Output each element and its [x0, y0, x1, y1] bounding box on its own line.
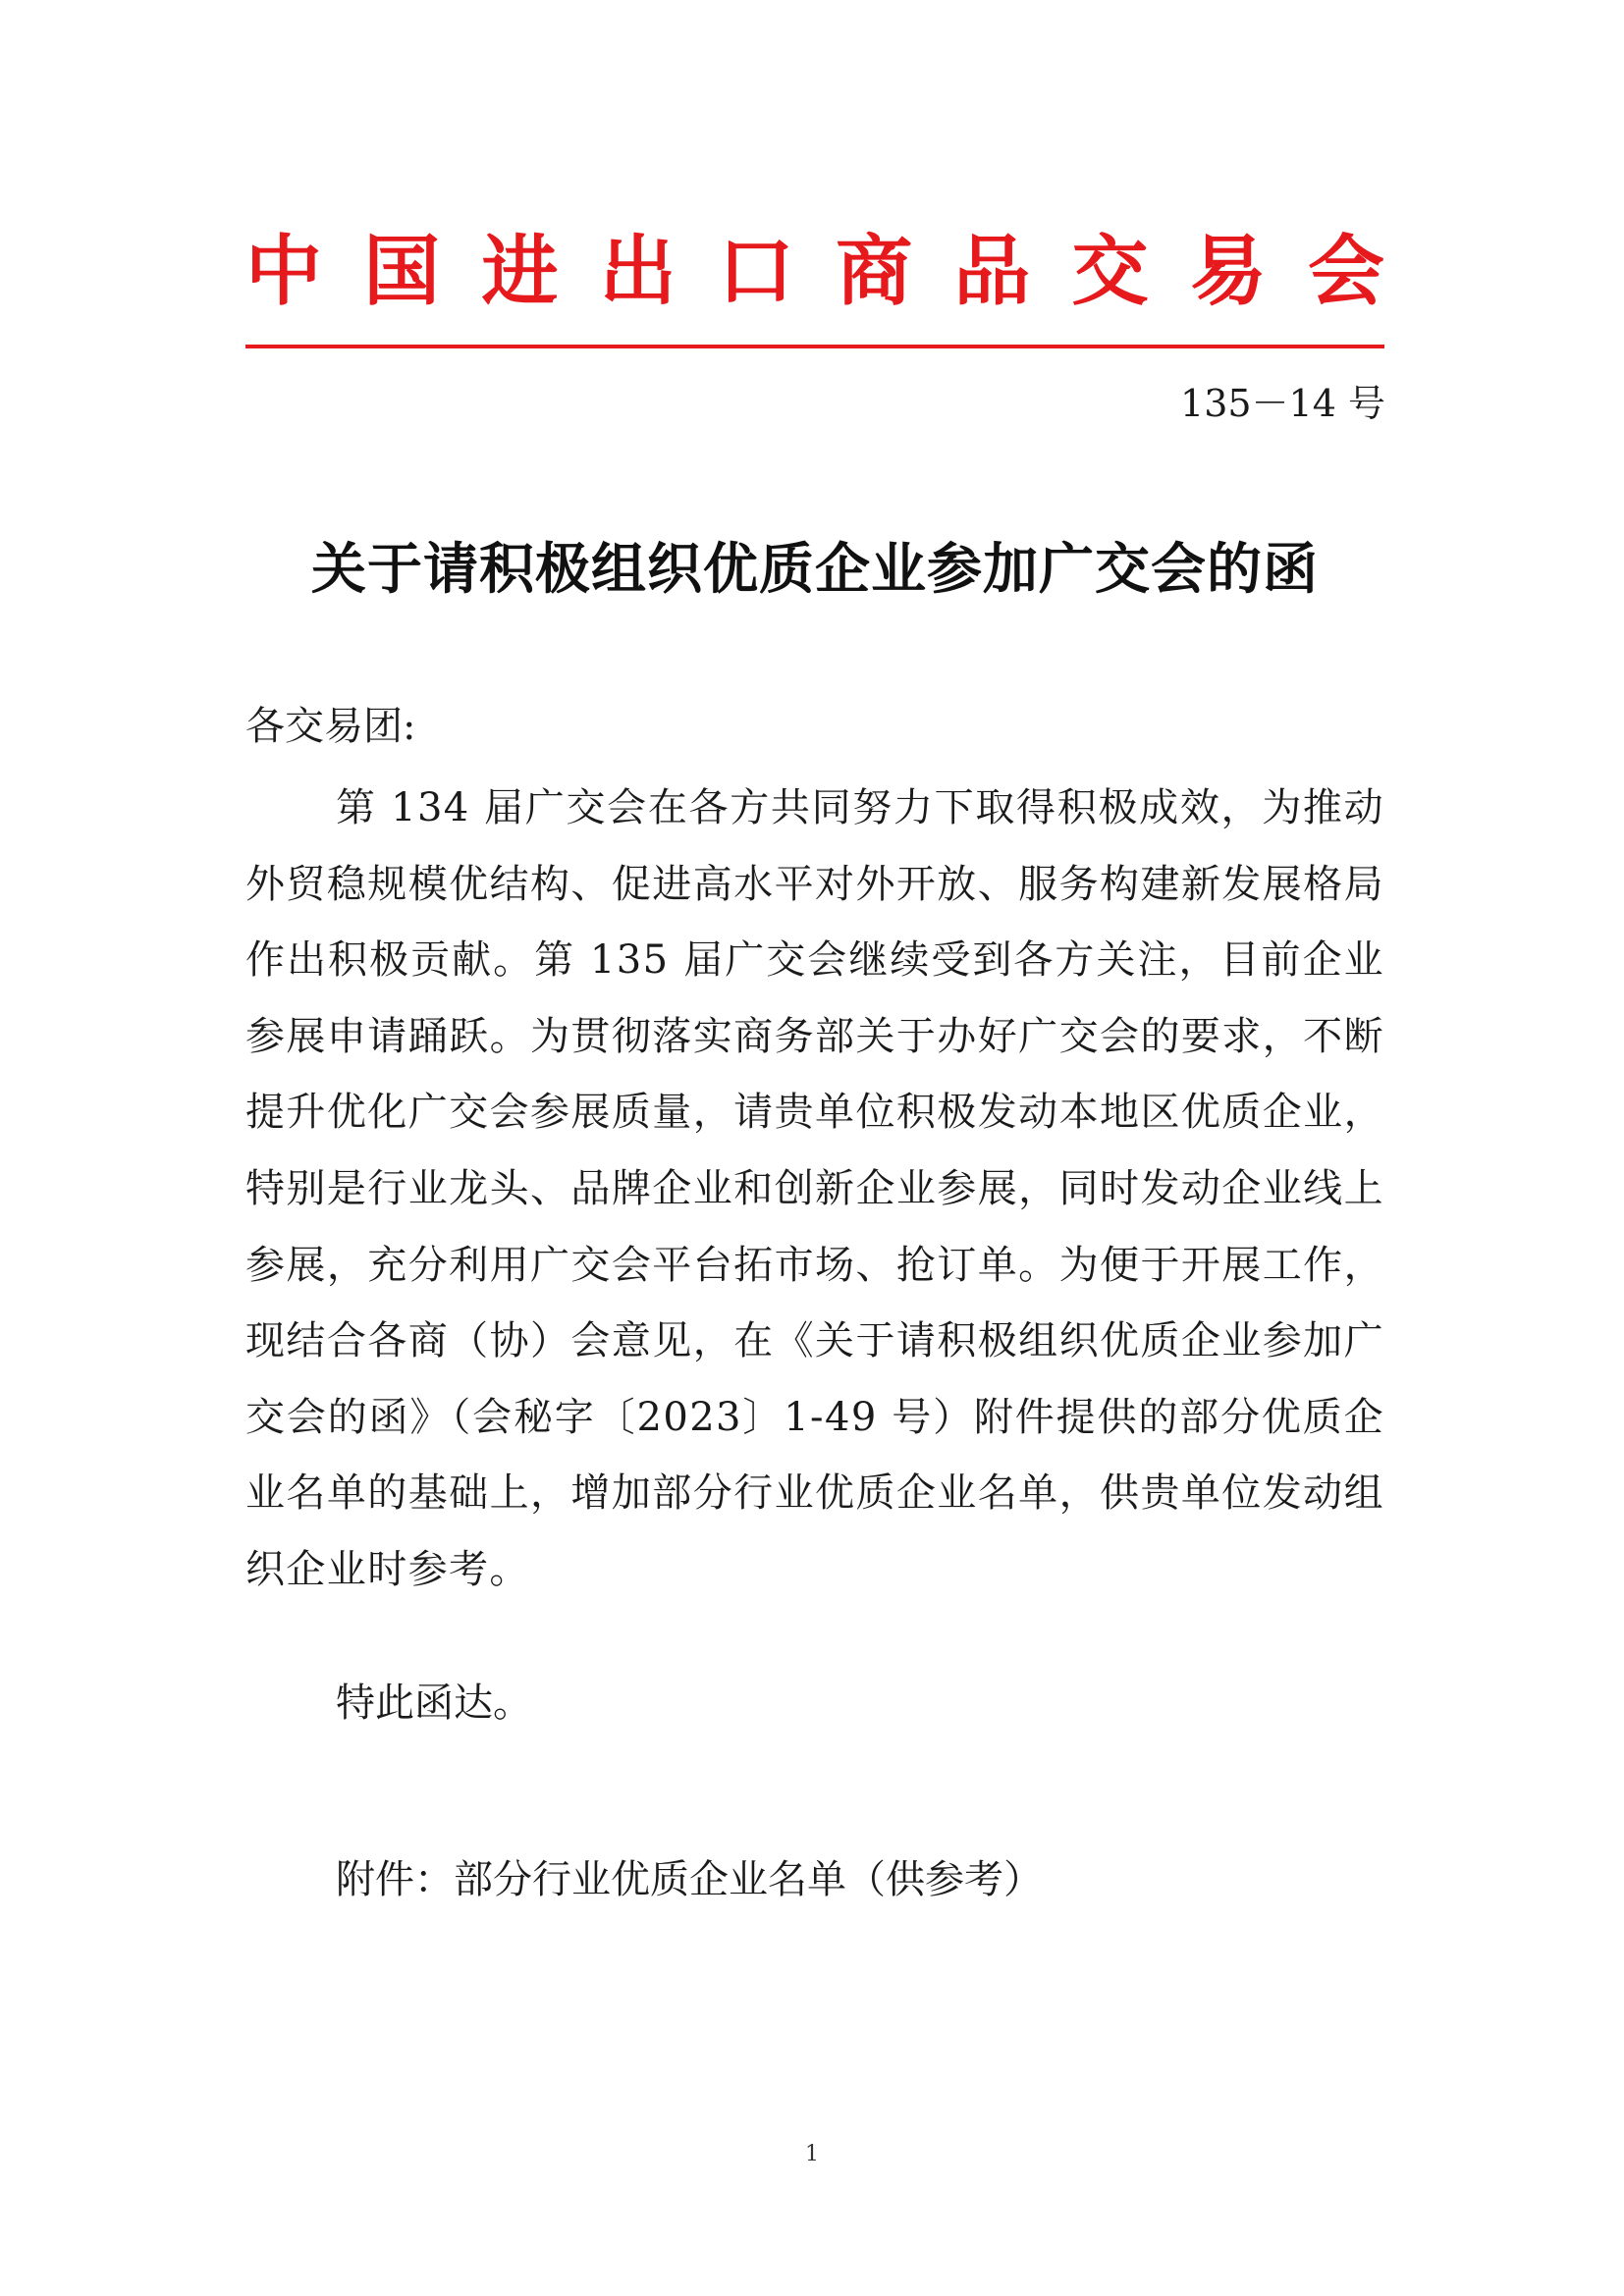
org-name-char: 国: [363, 228, 441, 316]
letterhead-divider: [245, 345, 1384, 348]
org-name-char: 交: [1071, 228, 1149, 316]
attachment-note: 附件：部分行业优质企业名单（供参考）: [336, 1857, 1043, 1902]
org-name-char: 会: [1307, 228, 1384, 316]
org-name-char: 中: [245, 228, 323, 316]
org-name-char: 易: [1189, 228, 1267, 316]
page-number: 1: [805, 2142, 819, 2166]
closing-line: 特此函达。: [336, 1681, 532, 1726]
letterhead-org-name: [245, 211, 1384, 319]
org-name-char: 进: [481, 228, 559, 316]
org-name-char: 口: [717, 228, 794, 316]
body-paragraph: 第 134 届广交会在各方共同努力下取得积极成效，为推动外贸稳规模优结构、促进高水平对外开放、服务构建新发展格局作出积极贡献。第 135 届广交会继续受到各方关注，目前企业参展申请踊跃。为贯彻落实商务部关于办好广交会的要求，不断提升优化广交会参展质量，请贵单位积极发动本地区优质企业，特别是行业龙头、品牌企业和创新企业参展，同时发动企业线上参展，充分利用广交会平台拓市场、抢订单。为便于开展工作，现结合各商（协）会意见，在《关于请积极组织优质企业参加广交会的函》（会秘字〔2023〕1-49 号）附件提供的部分优质企业名单的基础上，增加部分行业优质企业名单，供贵单位发动组织企业时参考。: [245, 785, 1384, 1592]
salutation: 各交易团:: [245, 704, 416, 749]
org-name-char: 出: [599, 228, 677, 316]
org-name-char: 商: [836, 228, 913, 316]
document-title: 关于请积极组织优质企业参加广交会的函: [311, 537, 1319, 602]
org-name-char: 品: [953, 228, 1031, 316]
document-number: 135－14 号: [1180, 382, 1385, 425]
